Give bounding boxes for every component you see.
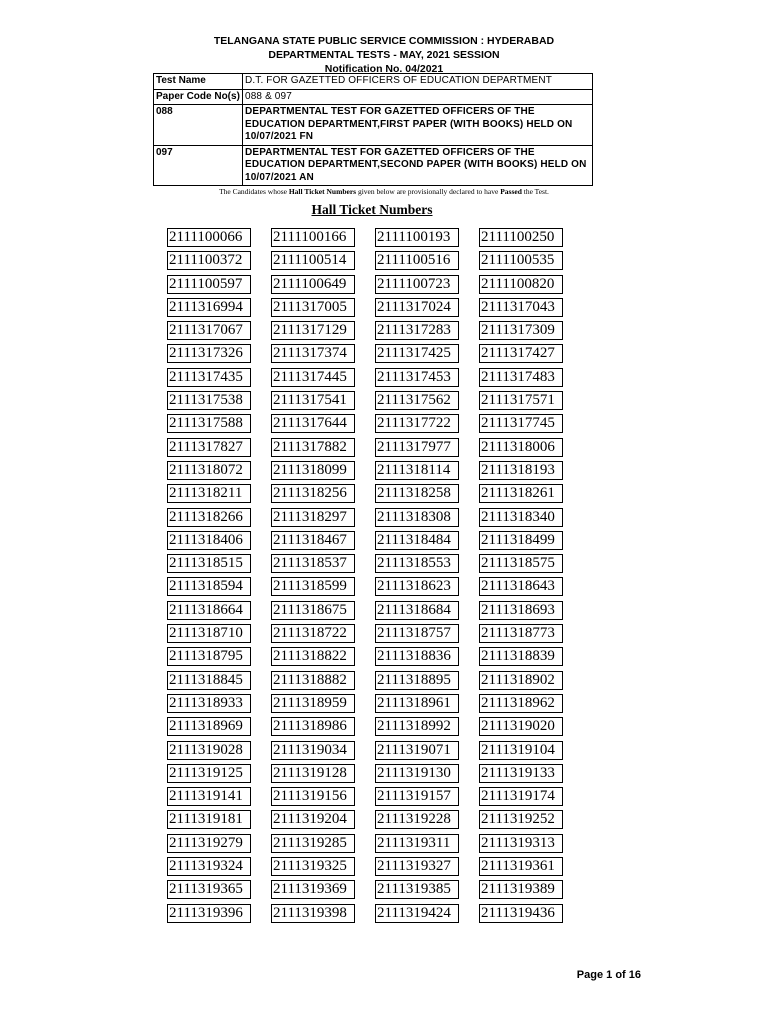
hall-ticket-number: 2111100597 bbox=[167, 275, 251, 294]
hall-ticket-number: 2111318553 bbox=[375, 554, 459, 573]
info-label: 097 bbox=[154, 145, 243, 186]
hall-ticket-number: 2111318467 bbox=[271, 531, 355, 550]
info-value: DEPARTMENTAL TEST FOR GAZETTED OFFICERS OF THE EDUCATION DEPARTMENT,FIRST PAPER (WITH BOOKS) HELD ON 10/07/2021 FN bbox=[243, 105, 593, 146]
ticket-row bbox=[167, 647, 572, 670]
ticket-row bbox=[167, 904, 572, 927]
hall-ticket-number: 2111319396 bbox=[167, 904, 251, 923]
info-label: 088 bbox=[154, 105, 243, 146]
hall-ticket-number: 2111318099 bbox=[271, 461, 355, 480]
hall-ticket-number: 2111100535 bbox=[479, 251, 563, 270]
hall-ticket-number: 2111319141 bbox=[167, 787, 251, 806]
hall-ticket-number: 2111318902 bbox=[479, 671, 563, 690]
hall-ticket-number: 2111319436 bbox=[479, 904, 563, 923]
hall-ticket-number: 2111319034 bbox=[271, 741, 355, 760]
ticket-row bbox=[167, 391, 572, 414]
hall-ticket-number: 2111318839 bbox=[479, 647, 563, 666]
hall-ticket-number: 2111318256 bbox=[271, 484, 355, 503]
hall-ticket-number: 2111319285 bbox=[271, 834, 355, 853]
ticket-row bbox=[167, 438, 572, 461]
hall-ticket-number: 2111100820 bbox=[479, 275, 563, 294]
hall-ticket-number: 2111318710 bbox=[167, 624, 251, 643]
hall-ticket-number: 2111316994 bbox=[167, 298, 251, 317]
hall-ticket-number: 2111318297 bbox=[271, 508, 355, 527]
hall-ticket-number: 2111319313 bbox=[479, 834, 563, 853]
hall-ticket-number: 2111318599 bbox=[271, 577, 355, 596]
hall-ticket-number: 2111100516 bbox=[375, 251, 459, 270]
hall-ticket-number: 2111318722 bbox=[271, 624, 355, 643]
hall-ticket-number: 2111318594 bbox=[167, 577, 251, 596]
info-value: DEPARTMENTAL TEST FOR GAZETTED OFFICERS OF THE EDUCATION DEPARTMENT,SECOND PAPER (WITH BOOKS) HELD ON 10/07/2021 AN bbox=[243, 145, 593, 186]
hall-ticket-number: 2111318406 bbox=[167, 531, 251, 550]
ticket-row bbox=[167, 694, 572, 717]
hall-ticket-number: 2111318006 bbox=[479, 438, 563, 457]
hall-ticket-number: 2111318114 bbox=[375, 461, 459, 480]
hall-ticket-number: 2111100514 bbox=[271, 251, 355, 270]
hall-ticket-number: 2111318340 bbox=[479, 508, 563, 527]
notification-number: Notification No. 04/2021 bbox=[324, 63, 444, 75]
ticket-row bbox=[167, 251, 572, 274]
info-label: Test Name bbox=[154, 74, 243, 90]
ticket-row bbox=[167, 228, 572, 251]
hall-ticket-number: 2111317644 bbox=[271, 414, 355, 433]
hall-ticket-number: 2111100250 bbox=[479, 228, 563, 247]
hall-ticket-number: 2111318933 bbox=[167, 694, 251, 713]
hall-ticket-number: 2111317453 bbox=[375, 368, 459, 387]
hall-ticket-number: 2111317722 bbox=[375, 414, 459, 433]
hall-ticket-number: 2111319369 bbox=[271, 880, 355, 899]
hall-ticket-number: 2111317882 bbox=[271, 438, 355, 457]
ticket-row bbox=[167, 880, 572, 903]
hall-ticket-number: 2111318986 bbox=[271, 717, 355, 736]
ticket-row bbox=[167, 787, 572, 810]
hall-ticket-number: 2111319128 bbox=[271, 764, 355, 783]
hall-ticket-number: 2111319324 bbox=[167, 857, 251, 876]
page-number: Page 1 of 16 bbox=[576, 969, 641, 981]
hall-ticket-number: 2111317541 bbox=[271, 391, 355, 410]
info-label: Paper Code No(s) bbox=[154, 89, 243, 105]
hall-ticket-number: 2111317129 bbox=[271, 321, 355, 340]
hall-ticket-number: 2111100723 bbox=[375, 275, 459, 294]
note-bold: Passed bbox=[500, 187, 522, 196]
hall-ticket-number: 2111319156 bbox=[271, 787, 355, 806]
test-info-table bbox=[153, 73, 593, 186]
hall-ticket-number: 2111319125 bbox=[167, 764, 251, 783]
info-row-paper-088 bbox=[154, 105, 593, 146]
hall-ticket-number: 2111319181 bbox=[167, 810, 251, 829]
hall-ticket-number: 2111319365 bbox=[167, 880, 251, 899]
hall-ticket-number: 2111318836 bbox=[375, 647, 459, 666]
ticket-row bbox=[167, 717, 572, 740]
hall-ticket-number: 2111317005 bbox=[271, 298, 355, 317]
ticket-row bbox=[167, 344, 572, 367]
hall-ticket-number: 2111319424 bbox=[375, 904, 459, 923]
hall-ticket-number: 2111318684 bbox=[375, 601, 459, 620]
hall-ticket-number: 2111319228 bbox=[375, 810, 459, 829]
hall-ticket-number: 2111317067 bbox=[167, 321, 251, 340]
hall-ticket-number: 2111318193 bbox=[479, 461, 563, 480]
hall-ticket-number: 2111319174 bbox=[479, 787, 563, 806]
hall-ticket-number: 2111100066 bbox=[167, 228, 251, 247]
hall-ticket-number: 2111318484 bbox=[375, 531, 459, 550]
hall-ticket-number: 2111318664 bbox=[167, 601, 251, 620]
document-header bbox=[0, 34, 768, 76]
ticket-row bbox=[167, 531, 572, 554]
hall-ticket-number: 2111319071 bbox=[375, 741, 459, 760]
hall-ticket-number: 2111319389 bbox=[479, 880, 563, 899]
note-bold: Hall Ticket Numbers bbox=[288, 187, 357, 196]
pass-note bbox=[0, 187, 768, 196]
ticket-row bbox=[167, 834, 572, 857]
hall-ticket-number: 2111318261 bbox=[479, 484, 563, 503]
ticket-row bbox=[167, 508, 572, 531]
hall-ticket-number: 2111100372 bbox=[167, 251, 251, 270]
hall-ticket-number: 2111317538 bbox=[167, 391, 251, 410]
ticket-row bbox=[167, 554, 572, 577]
hall-ticket-number: 2111318969 bbox=[167, 717, 251, 736]
hall-ticket-number: 2111318623 bbox=[375, 577, 459, 596]
hall-ticket-number: 2111318515 bbox=[167, 554, 251, 573]
ticket-row bbox=[167, 810, 572, 833]
ticket-row bbox=[167, 461, 572, 484]
hall-ticket-number: 2111318882 bbox=[271, 671, 355, 690]
hall-ticket-number: 2111318773 bbox=[479, 624, 563, 643]
hall-ticket-number: 2111317425 bbox=[375, 344, 459, 363]
hall-ticket-number: 2111317588 bbox=[167, 414, 251, 433]
info-row-paper-097 bbox=[154, 145, 593, 186]
hall-ticket-number: 2111317562 bbox=[375, 391, 459, 410]
hall-ticket-grid bbox=[167, 228, 572, 927]
info-row-paper-code bbox=[154, 89, 593, 105]
ticket-row bbox=[167, 601, 572, 624]
hall-ticket-number: 2111318072 bbox=[167, 461, 251, 480]
hall-ticket-number: 2111317427 bbox=[479, 344, 563, 363]
hall-ticket-number: 2111317043 bbox=[479, 298, 563, 317]
ticket-row bbox=[167, 275, 572, 298]
ticket-row bbox=[167, 857, 572, 880]
hall-ticket-number: 2111317483 bbox=[479, 368, 563, 387]
hall-ticket-number: 2111318211 bbox=[167, 484, 251, 503]
hall-ticket-number: 2111318308 bbox=[375, 508, 459, 527]
hall-ticket-number: 2111318895 bbox=[375, 671, 459, 690]
ticket-row bbox=[167, 741, 572, 764]
info-value: 088 & 097 bbox=[243, 89, 593, 105]
note-text: the Test. bbox=[521, 187, 549, 196]
hall-ticket-number: 2111317326 bbox=[167, 344, 251, 363]
hall-ticket-number: 2111319020 bbox=[479, 717, 563, 736]
hall-ticket-number: 2111317024 bbox=[375, 298, 459, 317]
ticket-row bbox=[167, 484, 572, 507]
hall-ticket-number: 2111317374 bbox=[271, 344, 355, 363]
hall-ticket-number: 2111319311 bbox=[375, 834, 459, 853]
ticket-row bbox=[167, 298, 572, 321]
hall-ticket-number: 2111319279 bbox=[167, 834, 251, 853]
hall-ticket-number: 2111318795 bbox=[167, 647, 251, 666]
ticket-row bbox=[167, 764, 572, 787]
hall-ticket-number: 2111319252 bbox=[479, 810, 563, 829]
hall-ticket-number: 2111319204 bbox=[271, 810, 355, 829]
hall-ticket-number: 2111319398 bbox=[271, 904, 355, 923]
hall-ticket-number: 2111318961 bbox=[375, 694, 459, 713]
hall-ticket-number: 2111319361 bbox=[479, 857, 563, 876]
hall-ticket-number: 2111318822 bbox=[271, 647, 355, 666]
hall-ticket-number: 2111318959 bbox=[271, 694, 355, 713]
note-text: given below are provisionally declared to have bbox=[356, 187, 501, 196]
ticket-row bbox=[167, 414, 572, 437]
ticket-row bbox=[167, 671, 572, 694]
hall-ticket-number: 2111100166 bbox=[271, 228, 355, 247]
hall-ticket-number: 2111317283 bbox=[375, 321, 459, 340]
hall-ticket-number: 2111318575 bbox=[479, 554, 563, 573]
hall-ticket-number: 2111318992 bbox=[375, 717, 459, 736]
hall-ticket-number: 2111319130 bbox=[375, 764, 459, 783]
hall-ticket-number: 2111317977 bbox=[375, 438, 459, 457]
session-title: DEPARTMENTAL TESTS - MAY, 2021 SESSION bbox=[268, 49, 500, 61]
hall-ticket-number: 2111317827 bbox=[167, 438, 251, 457]
hall-ticket-number: 2111100649 bbox=[271, 275, 355, 294]
ticket-row bbox=[167, 368, 572, 391]
hall-ticket-number: 2111319385 bbox=[375, 880, 459, 899]
hall-ticket-number: 2111319104 bbox=[479, 741, 563, 760]
hall-ticket-number: 2111318675 bbox=[271, 601, 355, 620]
hall-ticket-number: 2111318258 bbox=[375, 484, 459, 503]
hall-ticket-number: 2111318266 bbox=[167, 508, 251, 527]
section-title: Hall Ticket Numbers bbox=[311, 202, 433, 217]
hall-ticket-number: 2111319327 bbox=[375, 857, 459, 876]
hall-ticket-number: 2111317571 bbox=[479, 391, 563, 410]
hall-ticket-number: 2111318757 bbox=[375, 624, 459, 643]
hall-ticket-number: 2111318643 bbox=[479, 577, 563, 596]
hall-ticket-number: 2111317445 bbox=[271, 368, 355, 387]
ticket-row bbox=[167, 321, 572, 344]
hall-ticket-number: 2111318962 bbox=[479, 694, 563, 713]
info-value: D.T. FOR GAZETTED OFFICERS OF EDUCATION DEPARTMENT bbox=[243, 74, 593, 90]
hall-ticket-number: 2111318499 bbox=[479, 531, 563, 550]
hall-ticket-number: 2111318693 bbox=[479, 601, 563, 620]
ticket-row bbox=[167, 577, 572, 600]
hall-ticket-number: 2111317309 bbox=[479, 321, 563, 340]
ticket-row bbox=[167, 624, 572, 647]
commission-title: TELANGANA STATE PUBLIC SERVICE COMMISSION : HYDERABAD bbox=[213, 35, 555, 47]
hall-ticket-number: 2111318845 bbox=[167, 671, 251, 690]
hall-ticket-number: 2111317435 bbox=[167, 368, 251, 387]
info-row-test-name bbox=[154, 74, 593, 90]
hall-ticket-number: 2111319157 bbox=[375, 787, 459, 806]
hall-ticket-number: 2111317745 bbox=[479, 414, 563, 433]
hall-ticket-number: 2111319325 bbox=[271, 857, 355, 876]
hall-ticket-number: 2111318537 bbox=[271, 554, 355, 573]
hall-ticket-number: 2111100193 bbox=[375, 228, 459, 247]
note-text: The Candidates whose bbox=[219, 187, 289, 196]
hall-ticket-number: 2111319028 bbox=[167, 741, 251, 760]
hall-ticket-number: 2111319133 bbox=[479, 764, 563, 783]
